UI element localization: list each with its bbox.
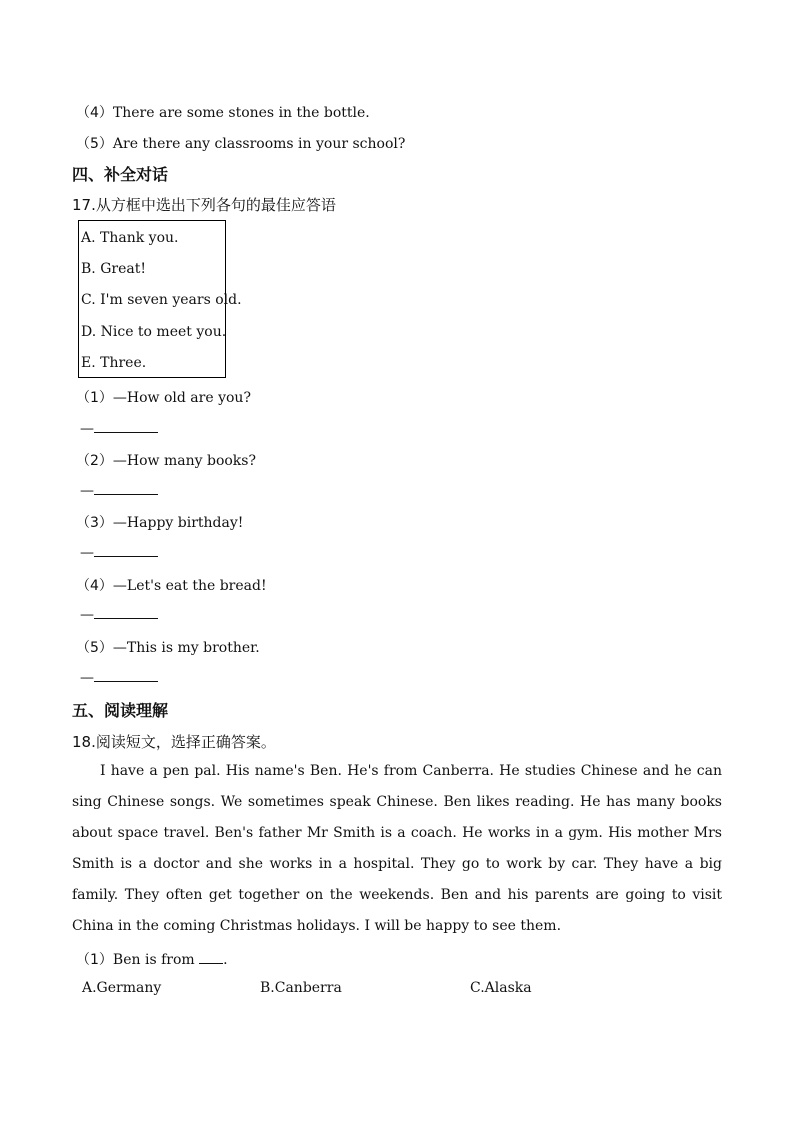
option-item: A. Thank you.: [81, 230, 179, 246]
passage-text: I have a pen pal. His name's Ben. He's from Canberra. He studies Chinese and he can sing Chinese songs. We sometimes speak Chinese. Ben likes reading. He has many books about space travel. Ben's father Mr Smith is a coach. He works in a gym. His mother Mrs Smith is a doctor and she works in a hospital. They go to work by car. They have a big family. They often get together on the weekends. Ben and his parents are going to visit China in the coming Christmas holidays. I will be happy to see them.: [72, 763, 722, 934]
item-number: （1）: [76, 952, 113, 968]
answer-line[interactable]: [80, 669, 158, 686]
item-text: Ben is from: [112, 952, 195, 968]
dash: —: [80, 670, 94, 686]
item-text: —How old are you?: [112, 390, 251, 406]
option-item: E. Three.: [81, 355, 147, 371]
answer-blank[interactable]: [94, 669, 158, 682]
dialogue-question: [76, 575, 267, 595]
option-item: C. I'm seven years old.: [81, 292, 242, 308]
item-text: There are some stones in the bottle.: [112, 105, 370, 121]
sentence-item: [76, 102, 370, 122]
answer-blank[interactable]: [94, 544, 158, 557]
item-number: （2）: [76, 453, 113, 469]
dash: —: [80, 483, 94, 499]
option-item: B. Great!: [81, 261, 146, 277]
item-number: （4）: [76, 105, 113, 121]
dash: —: [80, 421, 94, 437]
choice-b[interactable]: B.Canberra: [260, 980, 342, 996]
dash: —: [80, 607, 94, 623]
item-number: （1）: [76, 390, 113, 406]
options-box: [78, 220, 242, 378]
question-title: 17.从方框中选出下列各句的最佳应答语: [72, 196, 336, 214]
answer-line[interactable]: [80, 482, 158, 499]
dialogue-question: [76, 450, 256, 470]
item-text: —How many books?: [112, 453, 256, 469]
section-heading: 五、阅读理解: [72, 701, 169, 720]
item-number: （4）: [76, 578, 113, 594]
sentence-item: [76, 133, 405, 153]
answer-blank[interactable]: [94, 482, 158, 495]
answer-line[interactable]: [80, 544, 158, 561]
reading-question: [76, 949, 228, 969]
dialogue-question: [76, 387, 251, 407]
answer-blank[interactable]: [94, 606, 158, 619]
item-number: （3）: [76, 515, 113, 531]
item-text: —Let's eat the bread!: [112, 578, 267, 594]
item-end: .: [223, 952, 228, 968]
item-number: （5）: [76, 136, 113, 152]
answer-line[interactable]: [80, 420, 158, 437]
item-text: —This is my brother.: [112, 640, 260, 656]
item-text: —Happy birthday!: [112, 515, 244, 531]
answer-blank[interactable]: [199, 951, 223, 964]
reading-passage: [72, 756, 722, 942]
choice-c[interactable]: C.Alaska: [470, 980, 532, 996]
choice-a[interactable]: A.Germany: [82, 980, 162, 996]
item-text: Are there any classrooms in your school?: [112, 136, 406, 152]
question-title: 18.阅读短文，选择正确答案。: [72, 733, 276, 751]
dialogue-question: [76, 512, 243, 532]
answer-line[interactable]: [80, 606, 158, 623]
answer-blank[interactable]: [94, 420, 158, 433]
item-number: （5）: [76, 640, 113, 656]
dialogue-question: [76, 637, 260, 657]
option-item: D. Nice to meet you.: [81, 324, 227, 340]
section-heading: 四、补全对话: [72, 165, 169, 184]
dash: —: [80, 545, 94, 561]
